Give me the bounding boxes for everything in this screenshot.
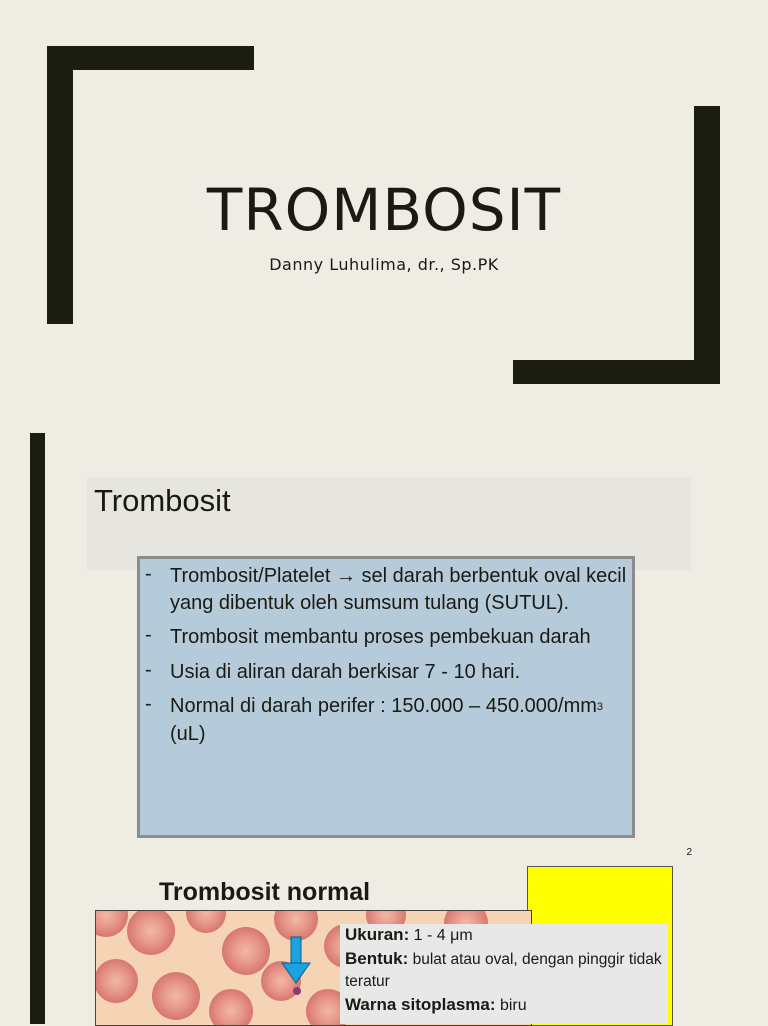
- color-line: [340, 994, 668, 1018]
- bullet-text-unit: (uL): [170, 722, 206, 745]
- slide-heading: Trombosit: [94, 483, 231, 518]
- bullet-dash: -: [145, 693, 152, 715]
- size-value: 1 - 4 μm: [409, 927, 473, 944]
- image-slide: [0, 866, 768, 1024]
- color-value: biru: [495, 996, 527, 1014]
- list-item: [140, 693, 632, 747]
- platelet: [293, 987, 301, 995]
- shape-line: [340, 948, 668, 994]
- bullet-text: Usia di aliran darah berkisar 7 - 10 hari.: [170, 660, 521, 683]
- bullet-text: Normal di darah perifer : 150.000 – 450.000/mm: [170, 695, 597, 717]
- frame-bottom-right-vertical: [694, 106, 720, 384]
- frame-bottom-right-horizontal: [513, 360, 720, 384]
- list-item: [140, 659, 632, 686]
- color-label: Warna sitoplasma:: [345, 994, 496, 1014]
- size-line: [340, 924, 668, 948]
- bullet-list: [140, 559, 632, 747]
- frame-top-left-horizontal: [47, 46, 254, 70]
- shape-label: Bentuk:: [345, 948, 409, 968]
- bullet-text: Trombosit membantu proses pembekuan darah: [170, 626, 591, 648]
- platelet-info-box: [340, 924, 668, 1024]
- list-item: [140, 624, 632, 651]
- page-number: 2: [686, 847, 692, 858]
- list-item: [140, 563, 632, 616]
- bullet-dash: -: [145, 624, 152, 646]
- left-accent-bar: [30, 433, 45, 866]
- title-slide: [0, 0, 768, 420]
- bullet-box: [137, 556, 635, 838]
- bullet-dash: -: [145, 658, 152, 681]
- superscript: 3: [596, 701, 604, 713]
- bullet-text: Trombosit/Platelet → sel darah berbentuk oval kecil yang dibentuk oleh sumsum tulang (SUTUL).: [170, 565, 627, 614]
- slide-heading: Trombosit normal: [159, 878, 371, 906]
- content-slide: [0, 432, 768, 866]
- slide-subtitle: Danny Luhulima, dr., Sp.PK: [269, 255, 499, 274]
- bullet-dash: -: [145, 563, 152, 585]
- shape-value: bulat atau oval, dengan pinggir tidak teratur: [345, 950, 662, 990]
- size-label: Ukuran:: [345, 925, 410, 944]
- left-accent-bar: [30, 866, 45, 1024]
- slide-title: TROMBOSIT: [206, 176, 562, 244]
